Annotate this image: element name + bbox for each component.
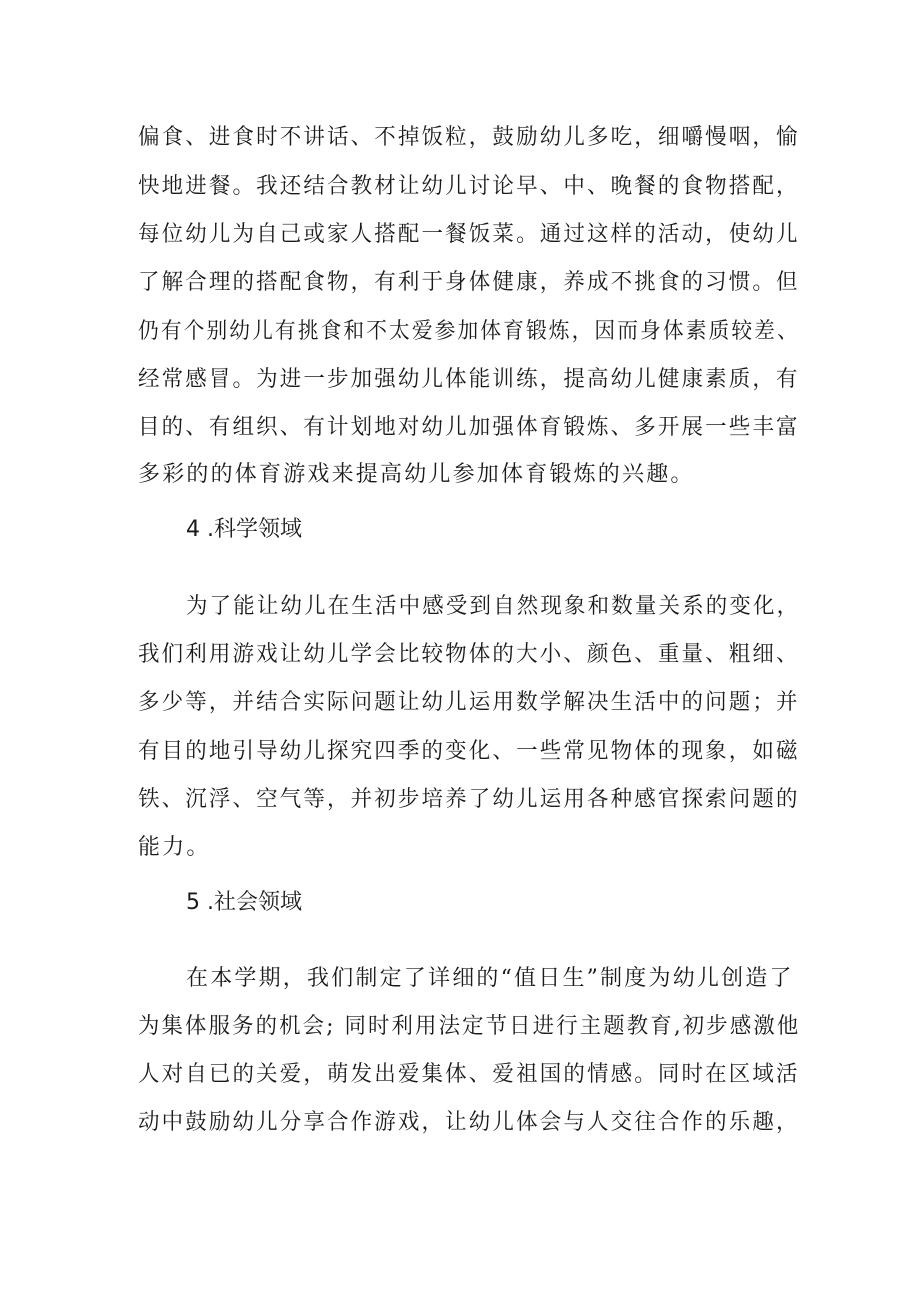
paragraph-line: 动中鼓励幼儿分享合作游戏，让幼儿体会与人交往合作的乐趣， — [138, 1110, 800, 1135]
paragraph-line: 为集体服务的机会; 同时利用法定节日进行主题教育,初步感激他 — [138, 1014, 801, 1039]
paragraph-line: 目的、有组织、有计划地对幼儿加强体育锻炼、多开展一些丰富 — [138, 415, 800, 440]
paragraph-line: 偏食、进食时不讲话、不掉饭粒，鼓励幼儿多吃，细嚼慢咽，愉 — [138, 125, 800, 150]
paragraph-line: 我们利用游戏让幼儿学会比较物体的大小、颜色、重量、粗细、 — [138, 642, 800, 667]
paragraph-line: 为了能让幼儿在生活中感受到自然现象和数量关系的变化， — [186, 594, 801, 619]
section-heading-society: 5 .社会领域 — [186, 890, 302, 915]
paragraph-line: 快地进餐。我还结合教材让幼儿讨论早、中、晚餐的食物搭配， — [138, 174, 800, 199]
section-heading-science: 4 .科学领域 — [186, 517, 302, 542]
paragraph-line: 有目的地引导幼儿探究四季的变化、一些常见物体的现象，如磁 — [138, 739, 800, 764]
paragraph-line: 铁、沉浮、空气等，并初步培养了幼儿运用各种感官探索问题的 — [138, 787, 800, 812]
paragraph-line: 在本学期，我们制定了详细的“值日生”制度为幼儿创造了 — [186, 966, 794, 991]
paragraph-line: 人对自已的关爱，萌发出爱集体、爱祖国的情感。同时在区域活 — [138, 1062, 800, 1087]
paragraph-line: 了解合理的搭配食物，有利于身体健康，养成不挑食的习惯。但 — [138, 270, 800, 295]
paragraph-line: 经常感冒。为进一步加强幼儿体能训练，提高幼儿健康素质，有 — [138, 367, 800, 392]
paragraph-line: 仍有个别幼儿有挑食和不太爱参加体育锻炼，因而身体素质较差、 — [138, 319, 800, 344]
paragraph-line: 多少等，并结合实际问题让幼儿运用数学解决生活中的问题；并 — [138, 690, 800, 715]
paragraph-line: 能力。 — [138, 835, 211, 860]
paragraph-line: 多彩的的体育游戏来提高幼儿参加体育锻炼的兴趣。 — [138, 462, 695, 487]
paragraph-line: 每位幼儿为自己或家人搭配一餐饭菜。通过这样的活动，使幼儿 — [138, 222, 800, 247]
